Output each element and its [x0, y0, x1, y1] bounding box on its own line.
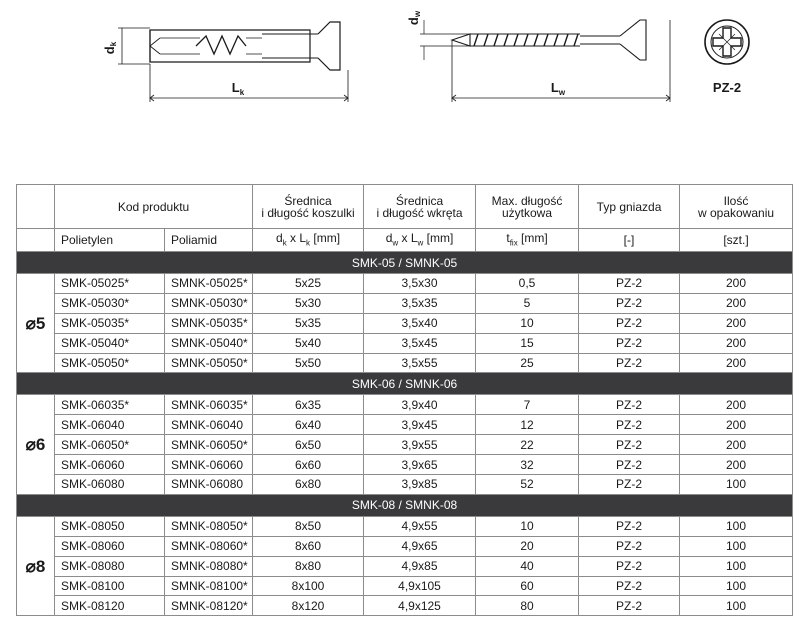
- cell-code-pa: SMNK-08120*: [165, 596, 253, 616]
- subheader-row: [17, 229, 793, 252]
- cell-max-length: 25: [476, 353, 579, 373]
- cell-code-pe: SMK-06060: [55, 455, 165, 475]
- cell-sleeve-dim: 8x120: [253, 596, 364, 616]
- cell-max-length: 40: [476, 556, 579, 576]
- drawings-svg: [0, 0, 807, 180]
- cell-code-pe: SMK-06050*: [55, 435, 165, 455]
- header-product-code: Kod produktu: [55, 185, 253, 229]
- cell-code-pa: SMNK-05050*: [165, 353, 253, 373]
- group-title: SMK-05 / SMNK-05: [17, 252, 793, 274]
- header-corner: [17, 185, 55, 229]
- screw-length-label: $L_w$: [550, 80, 566, 97]
- subheader-screw-unit: $d_w$ x $L_w$ [mm]: [364, 229, 476, 252]
- cell-socket-type: PZ-2: [579, 596, 680, 616]
- cell-max-length: 10: [476, 313, 579, 333]
- cell-code-pe: SMK-05025*: [55, 274, 165, 294]
- cell-quantity: 200: [680, 455, 793, 475]
- cell-code-pe: SMK-05035*: [55, 313, 165, 333]
- cell-code-pe: SMK-05030*: [55, 293, 165, 313]
- cell-quantity: 100: [680, 536, 793, 556]
- cell-screw-dim: 3,9x85: [364, 475, 476, 495]
- header-screw-dim: Średnica i długość wkręta: [364, 185, 476, 229]
- cell-code-pe: SMK-08080: [55, 556, 165, 576]
- table-row: [17, 536, 793, 556]
- diameter-label: ⌀6: [17, 395, 55, 494]
- cell-screw-dim: 3,5x30: [364, 274, 476, 294]
- pozidriv-icon: [705, 20, 749, 64]
- cell-code-pa: SMNK-08050*: [165, 516, 253, 536]
- cell-sleeve-dim: 8x50: [253, 516, 364, 536]
- header-sleeve-dim: Średnica i długość koszulki: [253, 185, 364, 229]
- cell-code-pe: SMK-06035*: [55, 395, 165, 415]
- cell-sleeve-dim: 6x40: [253, 415, 364, 435]
- cell-sleeve-dim: 6x35: [253, 395, 364, 415]
- subheader-polyethylene: Polietylen: [55, 229, 165, 252]
- cell-screw-dim: 3,9x40: [364, 395, 476, 415]
- table-row: [17, 455, 793, 475]
- cell-max-length: 60: [476, 576, 579, 596]
- cell-socket-type: PZ-2: [579, 333, 680, 353]
- cell-code-pe: SMK-06040: [55, 415, 165, 435]
- table-row: [17, 333, 793, 353]
- group-header-row: [17, 494, 793, 516]
- table-row: [17, 353, 793, 373]
- cell-sleeve-dim: 8x80: [253, 556, 364, 576]
- cell-screw-dim: 3,5x45: [364, 333, 476, 353]
- drive-type-label: PZ-2: [712, 80, 742, 95]
- cell-quantity: 200: [680, 353, 793, 373]
- subheader-socket-unit: [-]: [579, 229, 680, 252]
- cell-socket-type: PZ-2: [579, 313, 680, 333]
- cell-screw-dim: 3,9x55: [364, 435, 476, 455]
- table-body: [17, 252, 793, 616]
- group-header-row: [17, 373, 793, 395]
- cell-sleeve-dim: 6x50: [253, 435, 364, 455]
- cell-code-pe: SMK-08050: [55, 516, 165, 536]
- cell-sleeve-dim: 6x80: [253, 475, 364, 495]
- cell-sleeve-dim: 5x25: [253, 274, 364, 294]
- sleeve-diameter-label: dk: [102, 41, 118, 55]
- header-max-length: Max. długość użytkowa: [476, 185, 579, 229]
- cell-code-pa: SMNK-05035*: [165, 313, 253, 333]
- cell-screw-dim: 4,9x65: [364, 536, 476, 556]
- cell-max-length: 15: [476, 333, 579, 353]
- cell-code-pa: SMNK-08060*: [165, 536, 253, 556]
- table-row: [17, 576, 793, 596]
- cell-quantity: 200: [680, 435, 793, 455]
- cell-code-pe: SMK-05040*: [55, 333, 165, 353]
- subheader-qty-unit: [szt.]: [680, 229, 793, 252]
- cell-socket-type: PZ-2: [579, 435, 680, 455]
- cell-sleeve-dim: 5x35: [253, 313, 364, 333]
- cell-sleeve-dim: 5x30: [253, 293, 364, 313]
- cell-socket-type: PZ-2: [579, 556, 680, 576]
- cell-code-pa: SMNK-05040*: [165, 333, 253, 353]
- cell-screw-dim: 4,9x105: [364, 576, 476, 596]
- header-socket-type: Typ gniazda: [579, 185, 680, 229]
- screw-diameter-label: dw: [406, 10, 422, 26]
- cell-max-length: 7: [476, 395, 579, 415]
- cell-socket-type: PZ-2: [579, 475, 680, 495]
- table-row: [17, 435, 793, 455]
- cell-screw-dim: 3,9x45: [364, 415, 476, 435]
- table-row: [17, 274, 793, 294]
- cell-socket-type: PZ-2: [579, 274, 680, 294]
- group-title: SMK-08 / SMNK-08: [17, 494, 793, 516]
- cell-socket-type: PZ-2: [579, 516, 680, 536]
- cell-code-pa: SMNK-08080*: [165, 556, 253, 576]
- cell-quantity: 200: [680, 333, 793, 353]
- table-row: [17, 475, 793, 495]
- cell-socket-type: PZ-2: [579, 395, 680, 415]
- cell-socket-type: PZ-2: [579, 293, 680, 313]
- sleeve-length-label: $L_k$: [231, 80, 245, 97]
- cell-code-pa: SMNK-05030*: [165, 293, 253, 313]
- cell-max-length: 5: [476, 293, 579, 313]
- cell-code-pe: SMK-08100: [55, 576, 165, 596]
- table-row: [17, 516, 793, 536]
- subheader-length-unit: $t_{fix}$ [mm]: [476, 229, 579, 252]
- cell-quantity: 100: [680, 576, 793, 596]
- table-row: [17, 556, 793, 576]
- cell-sleeve-dim: 6x60: [253, 455, 364, 475]
- cell-screw-dim: 3,9x65: [364, 455, 476, 475]
- table-row: [17, 313, 793, 333]
- cell-quantity: 200: [680, 274, 793, 294]
- diameter-label: ⌀5: [17, 274, 55, 373]
- cell-screw-dim: 4,9x125: [364, 596, 476, 616]
- cell-code-pe: SMK-05050*: [55, 353, 165, 373]
- cell-code-pa: SMNK-06060: [165, 455, 253, 475]
- cell-sleeve-dim: 5x40: [253, 333, 364, 353]
- group-header-row: [17, 252, 793, 274]
- cell-socket-type: PZ-2: [579, 415, 680, 435]
- header-quantity: Ilość w opakowaniu: [680, 185, 793, 229]
- cell-socket-type: PZ-2: [579, 353, 680, 373]
- cell-quantity: 100: [680, 556, 793, 576]
- cell-screw-dim: 3,5x55: [364, 353, 476, 373]
- cell-sleeve-dim: 8x60: [253, 536, 364, 556]
- cell-screw-dim: 3,5x35: [364, 293, 476, 313]
- group-title: SMK-06 / SMNK-06: [17, 373, 793, 395]
- cell-screw-dim: 4,9x85: [364, 556, 476, 576]
- cell-screw-dim: 4,9x55: [364, 516, 476, 536]
- cell-sleeve-dim: 8x100: [253, 576, 364, 596]
- cell-quantity: 100: [680, 596, 793, 616]
- product-table: [16, 184, 793, 616]
- cell-quantity: 200: [680, 313, 793, 333]
- cell-code-pe: SMK-08060: [55, 536, 165, 556]
- subheader-corner: [17, 229, 55, 252]
- cell-quantity: 200: [680, 395, 793, 415]
- cell-code-pa: SMNK-08100*: [165, 576, 253, 596]
- technical-drawings: [0, 0, 807, 180]
- table-row: [17, 293, 793, 313]
- cell-max-length: 0,5: [476, 274, 579, 294]
- cell-code-pa: SMNK-06080: [165, 475, 253, 495]
- cell-socket-type: PZ-2: [579, 536, 680, 556]
- table-row: [17, 596, 793, 616]
- cell-max-length: 12: [476, 415, 579, 435]
- cell-quantity: 200: [680, 293, 793, 313]
- table-row: [17, 415, 793, 435]
- cell-screw-dim: 3,5x40: [364, 313, 476, 333]
- cell-max-length: 52: [476, 475, 579, 495]
- cell-socket-type: PZ-2: [579, 455, 680, 475]
- subheader-sleeve-unit: $d_k$ x $L_k$ [mm]: [253, 229, 364, 252]
- cell-code-pa: SMNK-06050*: [165, 435, 253, 455]
- cell-quantity: 100: [680, 516, 793, 536]
- diameter-label: ⌀8: [17, 516, 55, 615]
- cell-sleeve-dim: 5x50: [253, 353, 364, 373]
- cell-code-pa: SMNK-06035*: [165, 395, 253, 415]
- cell-quantity: 100: [680, 475, 793, 495]
- cell-max-length: 32: [476, 455, 579, 475]
- header-row: [17, 185, 793, 229]
- cell-code-pa: SMNK-06040: [165, 415, 253, 435]
- table-row: [17, 395, 793, 415]
- cell-code-pe: SMK-06080: [55, 475, 165, 495]
- cell-code-pe: SMK-08120: [55, 596, 165, 616]
- cell-code-pa: SMNK-05025*: [165, 274, 253, 294]
- cell-max-length: 20: [476, 536, 579, 556]
- cell-max-length: 10: [476, 516, 579, 536]
- cell-max-length: 22: [476, 435, 579, 455]
- subheader-polyamide: Poliamid: [165, 229, 253, 252]
- cell-socket-type: PZ-2: [579, 576, 680, 596]
- cell-max-length: 80: [476, 596, 579, 616]
- screw-drawing: [420, 20, 670, 102]
- cell-quantity: 200: [680, 415, 793, 435]
